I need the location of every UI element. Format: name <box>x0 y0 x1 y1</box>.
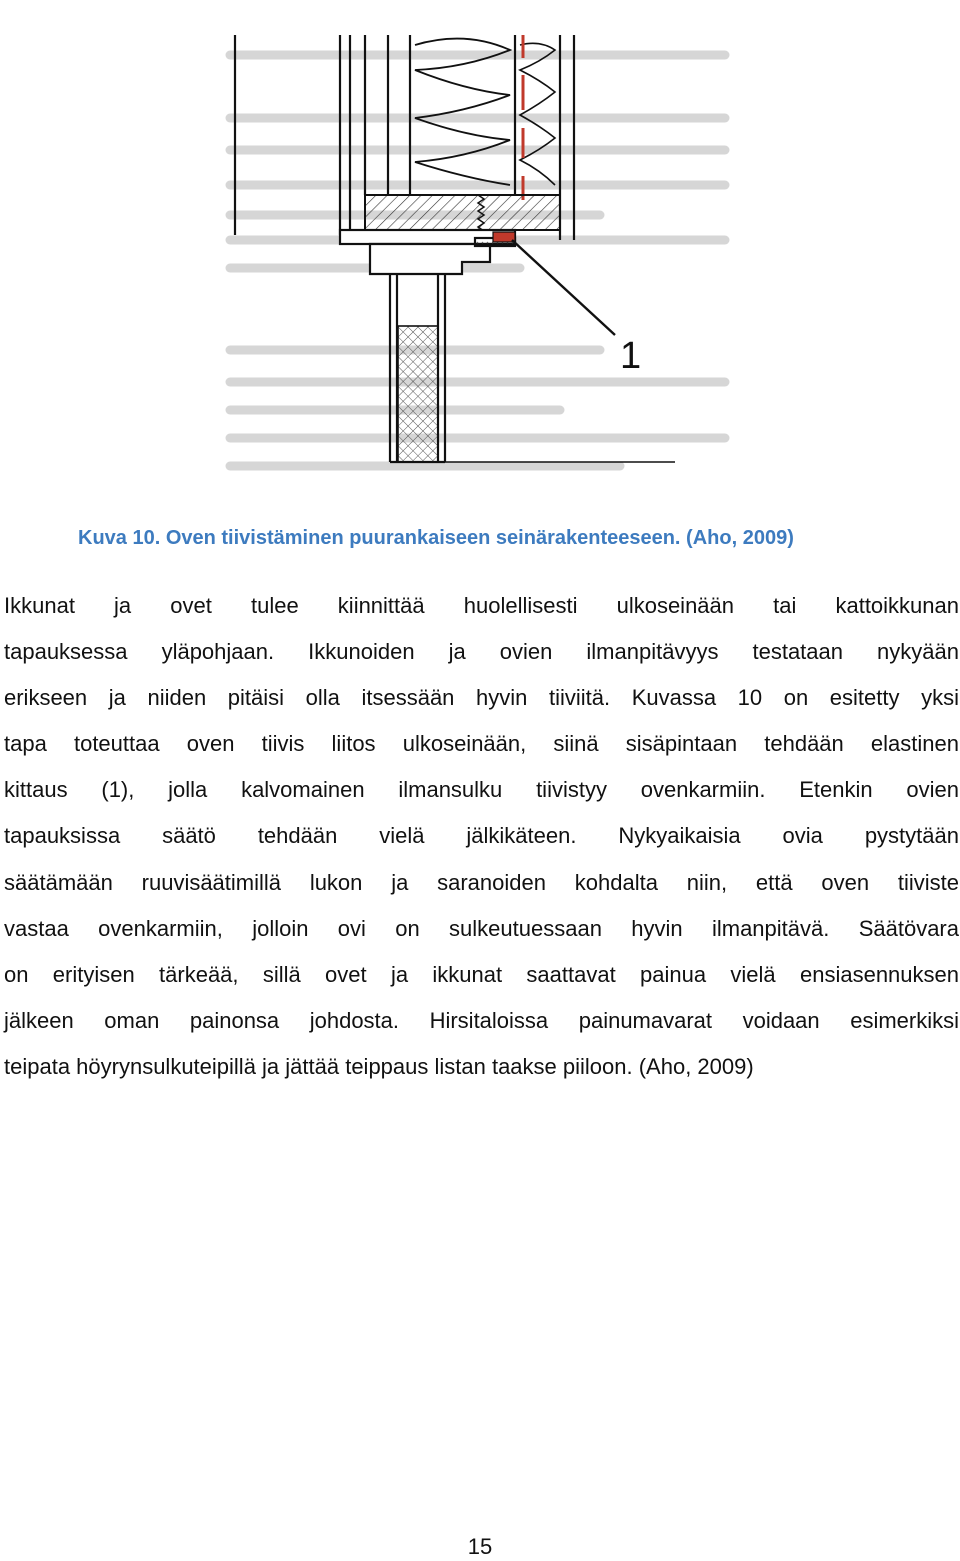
paragraph-line: tapauksessa yläpohjaan. Ikkunoiden ja ovien ilmanpitävyys testataan nykyään <box>4 639 959 665</box>
figure-caption: Kuva 10. Oven tiivistäminen puurankaiseen seinärakenteeseen. (Aho, 2009) <box>78 527 794 549</box>
figure-door-seal-detail <box>220 0 740 490</box>
door-core <box>398 326 438 462</box>
body-paragraph <box>4 583 959 1090</box>
page-number: 15 <box>467 1534 493 1559</box>
callout-label: 1 <box>620 335 642 377</box>
paragraph-line: vastaa ovenkarmiin, jolloin ovi on sulkeutuessaan hyvin ilmanpitävä. Säätövara <box>4 915 959 941</box>
insulation-wool <box>415 39 510 185</box>
wall-section-drawing <box>220 0 740 490</box>
lintel-timber <box>365 195 560 230</box>
paragraph-line: on erityisen tärkeää, sillä ovet ja ikkunat saattavat painua vielä ensiasennuksen <box>4 961 959 987</box>
paragraph-line: teipata höyrynsulkuteipillä ja jättää teippaus listan taakse piiloon. (Aho, 2009) <box>4 1053 754 1079</box>
paragraph-line: kittaus (1), jolla kalvomainen ilmansulku tiivistyy ovenkarmiin. Etenkin ovien <box>4 777 959 803</box>
paragraph-line: Ikkunat ja ovet tulee kiinnittää huolellisesti ulkoseinään tai kattoikkunan <box>4 593 959 618</box>
paragraph-line: jälkeen oman painonsa johdosta. Hirsitaloissa painumavarat voidaan esimerkiksi <box>4 1007 959 1033</box>
paragraph-line: tapauksissa säätö tehdään vielä jälkikäteen. Nykyaikaisia ovia pystytään <box>4 823 959 849</box>
paragraph-line: säätämään ruuvisäätimillä lukon ja saranoiden kohdalta niin, että oven tiiviste <box>4 869 959 895</box>
paragraph-line: tapa toteuttaa oven tiivis liitos ulkoseinään, siinä sisäpintaan tehdään elastinen <box>4 731 959 757</box>
paragraph-line: erikseen ja niiden pitäisi olla itsessään hyvin tiiviitä. Kuvassa 10 on esitetty yksi <box>4 685 959 711</box>
callout-leader <box>512 240 615 335</box>
